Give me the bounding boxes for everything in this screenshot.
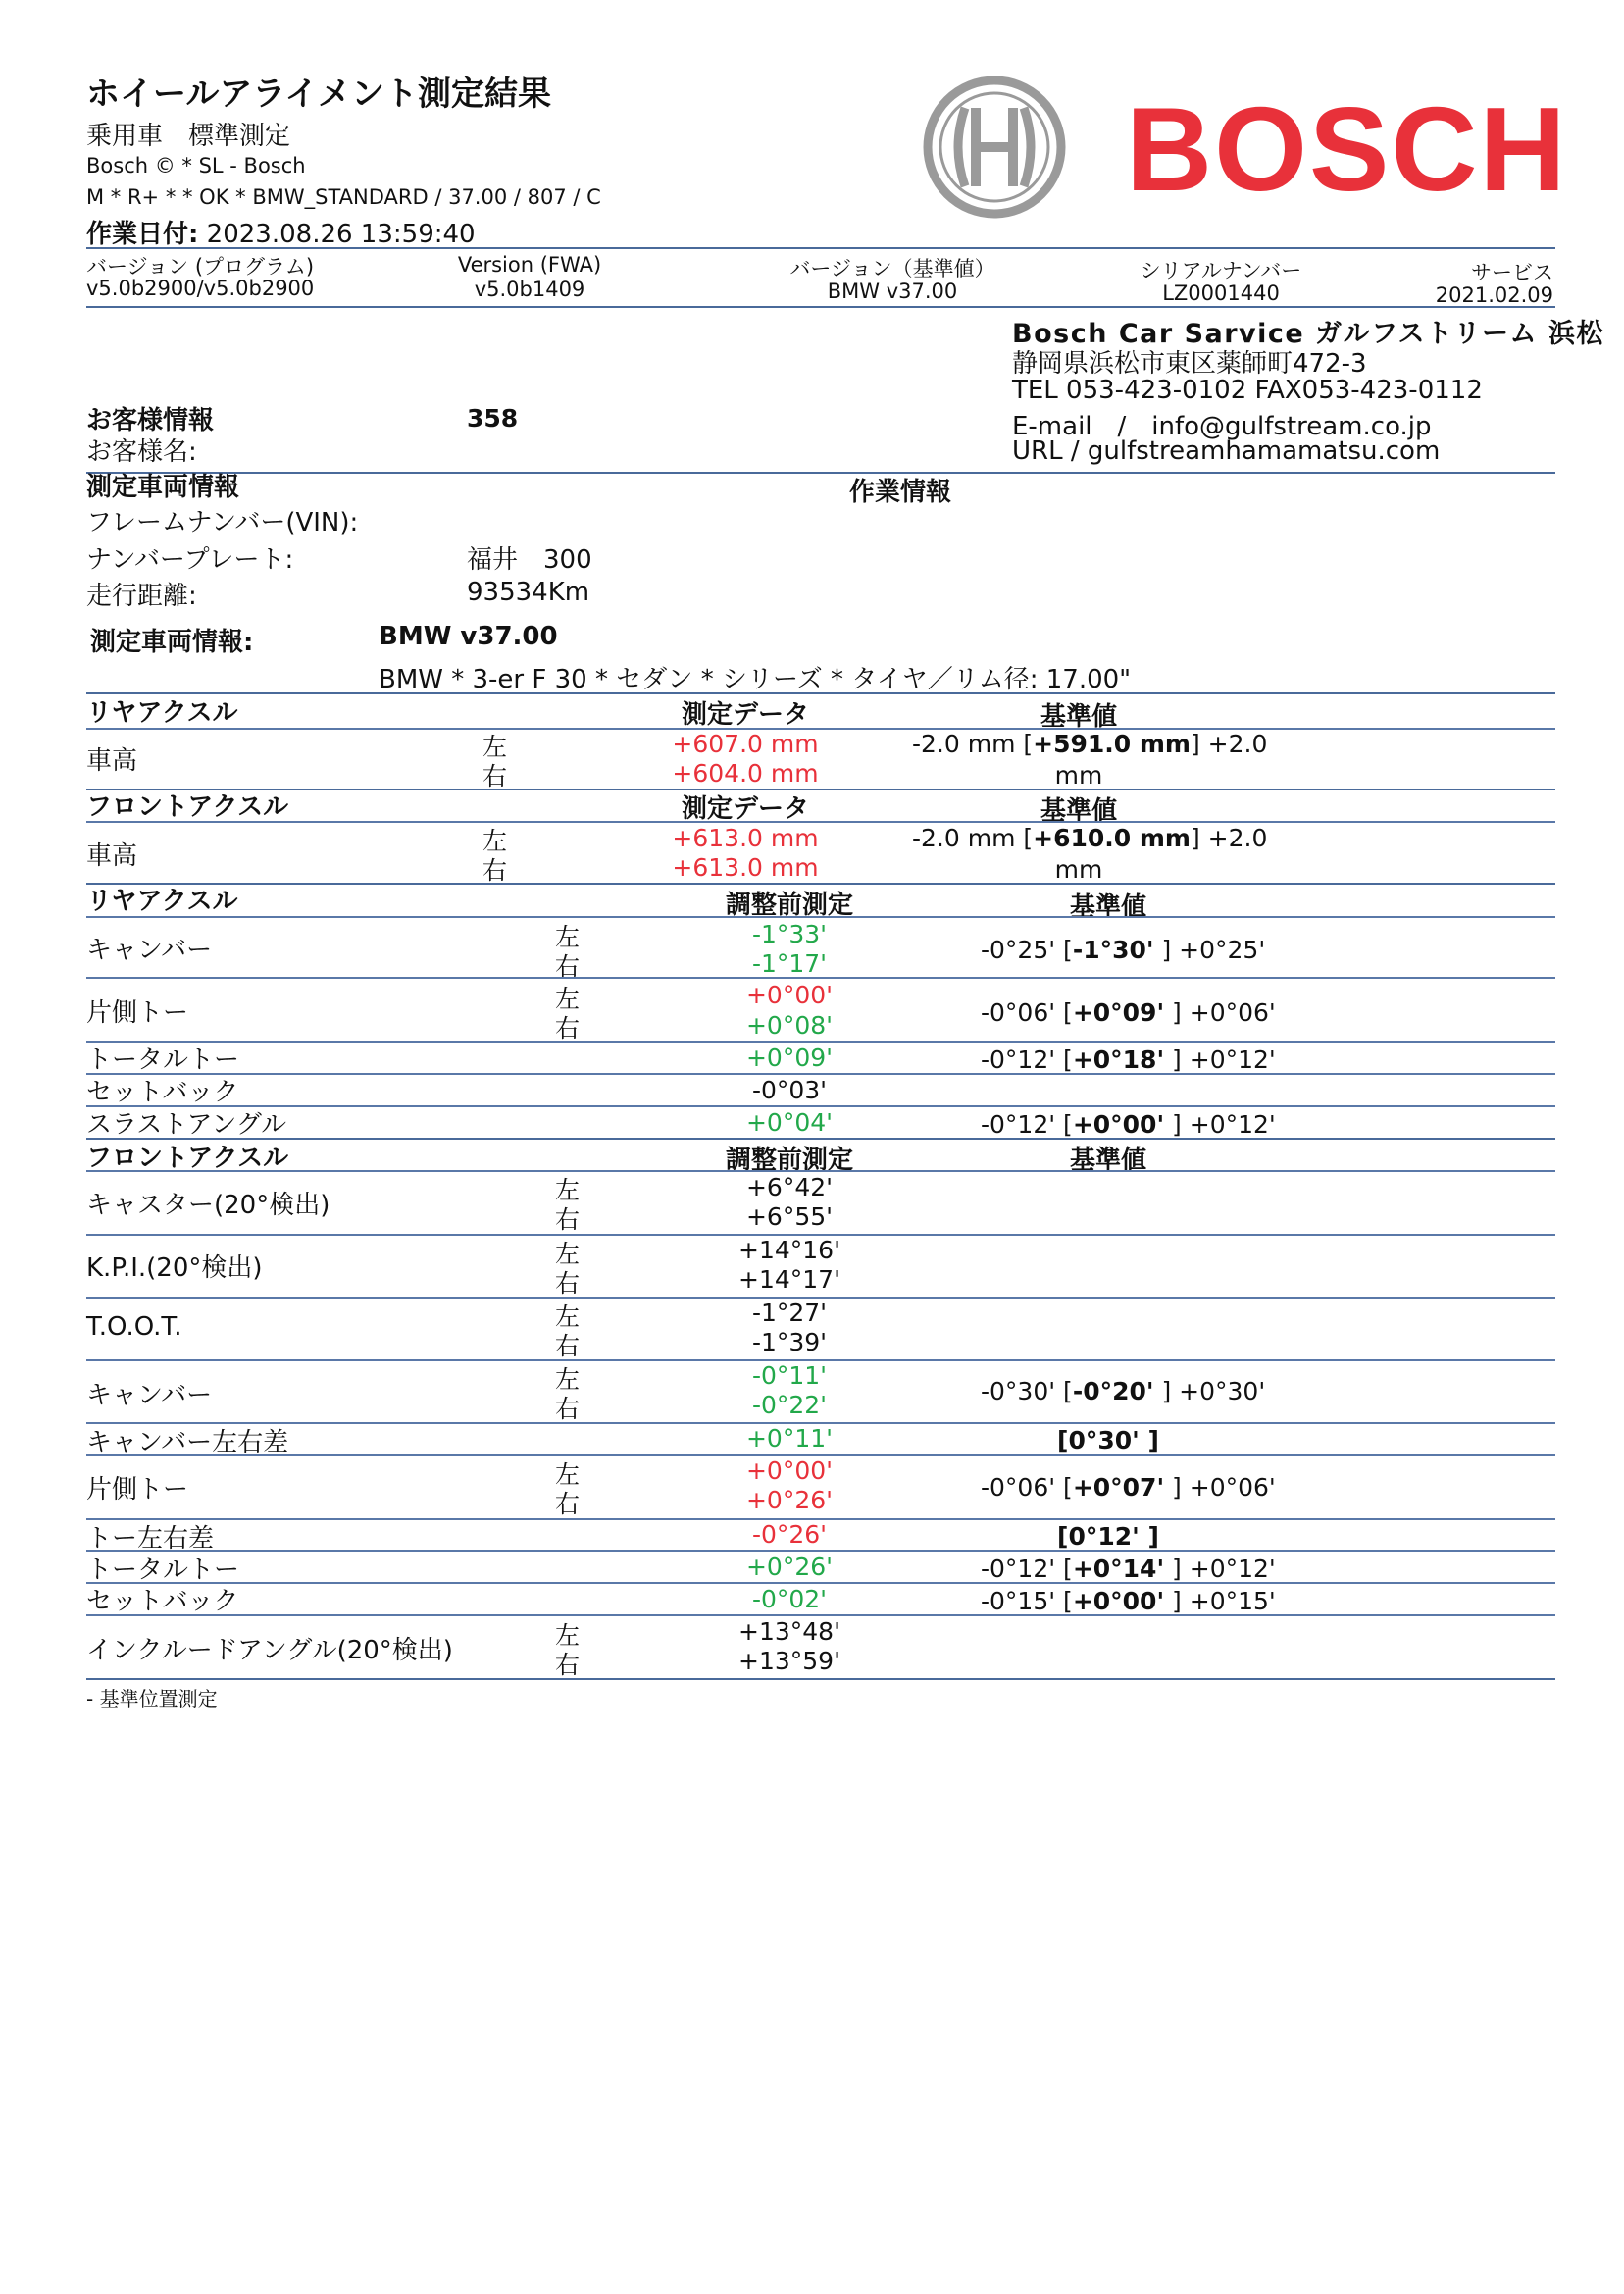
shop-tel-fax: TEL 053-423-0102 FAX053-423-0112 (1012, 376, 1483, 405)
front-kpi-left-label: 左 (555, 1240, 581, 1268)
rear-camber-ref (981, 936, 1265, 964)
work-date-label: 作業日付: (86, 220, 199, 249)
ref-post: ] +0°06' (1164, 998, 1276, 1027)
front-toot-right-label: 右 (555, 1332, 581, 1360)
vin-label: フレームナンバー(VIN): (86, 508, 359, 537)
front-axle-heading: フロントアクスル (86, 792, 289, 822)
front-align-ref-heading: 基準値 (1069, 1146, 1146, 1175)
rear-align-measure-heading: 調整前測定 (725, 891, 853, 920)
front-ride-height-right: +613.0 mm (672, 853, 819, 882)
front-toot-right: -1°39' (751, 1328, 828, 1356)
front-camber-left-label: 左 (555, 1365, 581, 1394)
header-line1: Bosch © * SL - Bosch (86, 154, 306, 178)
ref-pre: -0°06' [ (981, 1473, 1073, 1502)
report-subtitle: 乗用車 標準測定 (86, 122, 291, 151)
ref-pre: -0°12' [ (981, 1110, 1073, 1139)
front-toot-left: -1°27' (751, 1299, 828, 1327)
front-camber-label: キャンバー (86, 1381, 213, 1410)
rear-align-heading: リヤアクスル (86, 887, 238, 916)
work-info-label: 作業情報 (849, 478, 952, 507)
ref-pre: -0°25' [ (981, 936, 1073, 964)
ref-nominal: +0°00' (1072, 1587, 1165, 1615)
front-setback-ref (981, 1587, 1276, 1615)
front-ride-height-left: +613.0 mm (672, 824, 819, 852)
version-reference-label: バージョン（基準値） (789, 257, 995, 280)
rear-thrust-ref (981, 1110, 1276, 1139)
ref-pre: -0°12' [ (981, 1555, 1073, 1583)
shop-email: E-mail / info@gulfstream.co.jp (1012, 412, 1432, 441)
plate-label: ナンバープレート: (86, 545, 294, 575)
front-ref-heading: 基準値 (1040, 796, 1117, 826)
rear-ride-height-left-label: 左 (482, 733, 508, 761)
rear-camber-left-label: 左 (555, 923, 581, 951)
ref-post: ] +2.0 (1190, 824, 1268, 852)
front-caster-right-label: 右 (555, 1205, 581, 1234)
ref-post: ] +0°12' (1164, 1555, 1276, 1583)
front-toe-diff-ref: [0°12' ] (1057, 1522, 1159, 1551)
rear-ride-height-left: +607.0 mm (672, 730, 819, 758)
rear-toe-label: 片側トー (86, 998, 189, 1028)
ref-nominal: +0°09' (1072, 998, 1165, 1027)
ref-post: ] +0°06' (1164, 1473, 1276, 1502)
rear-setback-value: -0°03' (751, 1076, 828, 1104)
front-toe-diff-value: -0°26' (751, 1520, 828, 1549)
vehicle-model-value: BMW v37.00 (379, 622, 558, 651)
header-line2: M * R+ * * OK * BMW_STANDARD / 37.00 / 807 / C (86, 185, 601, 209)
ref-post: ] +0°12' (1164, 1045, 1276, 1074)
customer-info-value: 358 (467, 404, 519, 433)
report-title: ホイールアライメント測定結果 (86, 75, 551, 114)
vehicle-model-detail: BMW * 3-er F 30 * セダン * シリーズ * タイヤ／リム径: 17.00" (379, 665, 1132, 694)
front-ride-height-ref (912, 824, 1267, 852)
shop-address: 静岡県浜松市東区薬師町472-3 (1012, 349, 1367, 379)
front-total-toe-ref (981, 1555, 1276, 1583)
rear-ride-height-ref-unit: mm (1054, 761, 1103, 790)
rear-camber-right: -1°17' (751, 949, 828, 978)
vehicle-model-label: 測定車両情報: (90, 628, 254, 657)
ref-pre: -0°30' [ (981, 1377, 1073, 1405)
front-included-right-label: 右 (555, 1651, 581, 1679)
customer-info-label: お客様情報 (86, 406, 215, 435)
rear-toe-right: +0°08' (745, 1011, 834, 1040)
rear-ride-height-right-label: 右 (482, 762, 508, 790)
front-camber-diff-value: +0°11' (745, 1424, 834, 1453)
rear-ref-heading: 基準値 (1040, 702, 1117, 732)
ref-pre: -0°15' [ (981, 1587, 1073, 1615)
ref-nominal: +0°00' (1072, 1110, 1165, 1139)
ref-nominal: +0°18' (1072, 1045, 1165, 1074)
front-kpi-left: +14°16' (738, 1236, 840, 1264)
front-toot-left-label: 左 (555, 1302, 581, 1331)
front-total-toe-value: +0°26' (745, 1553, 834, 1581)
plate-value: 福井 300 (467, 545, 592, 575)
front-included-right: +13°59' (738, 1647, 840, 1675)
front-camber-diff-ref: [0°30' ] (1057, 1426, 1159, 1454)
shop-url: URL / gulfstreamhamamatsu.com (1012, 436, 1441, 466)
rear-camber-left: -1°33' (751, 920, 828, 948)
ref-nominal: +610.0 mm (1033, 824, 1191, 852)
mileage-label: 走行距離: (86, 582, 197, 611)
rear-toe-ref (981, 998, 1276, 1027)
front-toot-label: T.O.O.T. (86, 1312, 182, 1342)
front-total-toe-label: トータルトー (86, 1555, 240, 1585)
front-toe-right: +0°26' (745, 1486, 834, 1514)
front-toe-label: 片側トー (86, 1475, 189, 1504)
ref-post: ] +0°25' (1153, 936, 1266, 964)
bosch-logo: BOSCH (1126, 82, 1568, 216)
rear-toe-left-label: 左 (555, 985, 581, 1013)
front-measure-heading: 測定データ (681, 794, 809, 824)
front-toe-ref (981, 1473, 1276, 1502)
front-camber-right: -0°22' (751, 1391, 828, 1419)
version-program-value: v5.0b2900/v5.0b2900 (86, 277, 315, 300)
rear-camber-label: キャンバー (86, 936, 213, 965)
rear-total-toe-value: +0°09' (745, 1044, 834, 1072)
work-date-value: 2023.08.26 13:59:40 (206, 220, 476, 249)
front-align-measure-heading: 調整前測定 (725, 1146, 853, 1175)
rear-toe-right-label: 右 (555, 1014, 581, 1043)
front-caster-left: +6°42' (745, 1173, 834, 1201)
front-align-heading: フロントアクスル (86, 1144, 289, 1173)
rear-toe-left: +0°00' (745, 981, 834, 1009)
front-setback-value: -0°02' (751, 1585, 828, 1613)
rear-axle-heading: リヤアクスル (86, 698, 238, 728)
front-kpi-right: +14°17' (738, 1265, 840, 1294)
work-date (86, 214, 476, 250)
front-ride-height-ref-unit: mm (1054, 855, 1103, 884)
front-toe-left: +0°00' (745, 1456, 834, 1485)
serial-number-label: シリアルナンバー (1140, 259, 1302, 282)
rear-thrust-value: +0°04' (745, 1108, 834, 1137)
version-fwa-label: Version (FWA) (457, 253, 602, 277)
rear-ride-height-ref (912, 730, 1267, 758)
version-reference-value: BMW v37.00 (827, 280, 958, 303)
front-camber-ref (981, 1377, 1265, 1405)
version-program-label: バージョン (プログラム) (86, 255, 315, 279)
rear-ride-height-right: +604.0 mm (672, 759, 819, 788)
front-included-label: インクルードアングル(20°検出) (86, 1636, 453, 1665)
front-ride-height-label: 車高 (86, 841, 138, 871)
ref-nominal: -0°20' (1072, 1377, 1154, 1405)
version-fwa-value: v5.0b1409 (474, 278, 585, 301)
front-toe-diff-label: トー左右差 (86, 1524, 215, 1554)
shop-name: Bosch Car Sarvice ガルフストリーム 浜松 (1012, 319, 1604, 349)
front-included-left: +13°48' (738, 1617, 840, 1646)
footnote: - 基準位置測定 (86, 1687, 218, 1710)
service-label: サービス (1471, 261, 1553, 284)
ref-nominal: -1°30' (1072, 936, 1154, 964)
rear-setback-label: セットバック (86, 1078, 239, 1107)
ref-pre: -2.0 mm [ (912, 730, 1034, 758)
front-included-left-label: 左 (555, 1621, 581, 1650)
ref-post: ] +0°12' (1164, 1110, 1276, 1139)
ref-post: ] +2.0 (1190, 730, 1268, 758)
bosch-armature-icon (922, 75, 1067, 220)
front-setback-label: セットバック (86, 1587, 239, 1616)
ref-nominal: +0°14' (1072, 1555, 1165, 1583)
front-caster-left-label: 左 (555, 1176, 581, 1204)
rear-camber-right-label: 右 (555, 952, 581, 981)
mileage-value: 93534Km (467, 578, 590, 607)
serial-number-value: LZ0001440 (1162, 281, 1280, 305)
ref-pre: -0°12' [ (981, 1045, 1073, 1074)
rear-total-toe-label: トータルトー (86, 1045, 240, 1075)
rear-total-toe-ref (981, 1045, 1276, 1074)
front-toe-right-label: 右 (555, 1490, 581, 1518)
ref-post: ] +0°15' (1164, 1587, 1276, 1615)
rear-measure-heading: 測定データ (681, 700, 809, 730)
rear-ride-height-label: 車高 (86, 746, 138, 776)
ref-pre: -0°06' [ (981, 998, 1073, 1027)
front-ride-height-right-label: 右 (482, 856, 508, 885)
front-caster-right: +6°55' (745, 1202, 834, 1231)
front-kpi-label: K.P.I.(20°検出) (86, 1253, 263, 1283)
front-kpi-right-label: 右 (555, 1269, 581, 1298)
front-camber-right-label: 右 (555, 1395, 581, 1423)
ref-pre: -2.0 mm [ (912, 824, 1034, 852)
vehicle-section-label: 測定車両情報 (86, 473, 240, 502)
front-camber-left: -0°11' (751, 1361, 828, 1390)
ref-nominal: +0°07' (1072, 1473, 1165, 1502)
front-ride-height-left-label: 左 (482, 827, 508, 855)
service-date: 2021.02.09 (1435, 283, 1553, 307)
rear-thrust-label: スラストアングル (86, 1110, 287, 1140)
ref-post: ] +0°30' (1153, 1377, 1266, 1405)
front-caster-label: キャスター(20°検出) (86, 1191, 330, 1220)
front-camber-diff-label: キャンバー左右差 (86, 1428, 289, 1457)
front-toe-left-label: 左 (555, 1460, 581, 1489)
customer-name-label: お客様名: (86, 437, 197, 467)
rear-align-ref-heading: 基準値 (1069, 892, 1146, 922)
ref-nominal: +591.0 mm (1033, 730, 1191, 758)
